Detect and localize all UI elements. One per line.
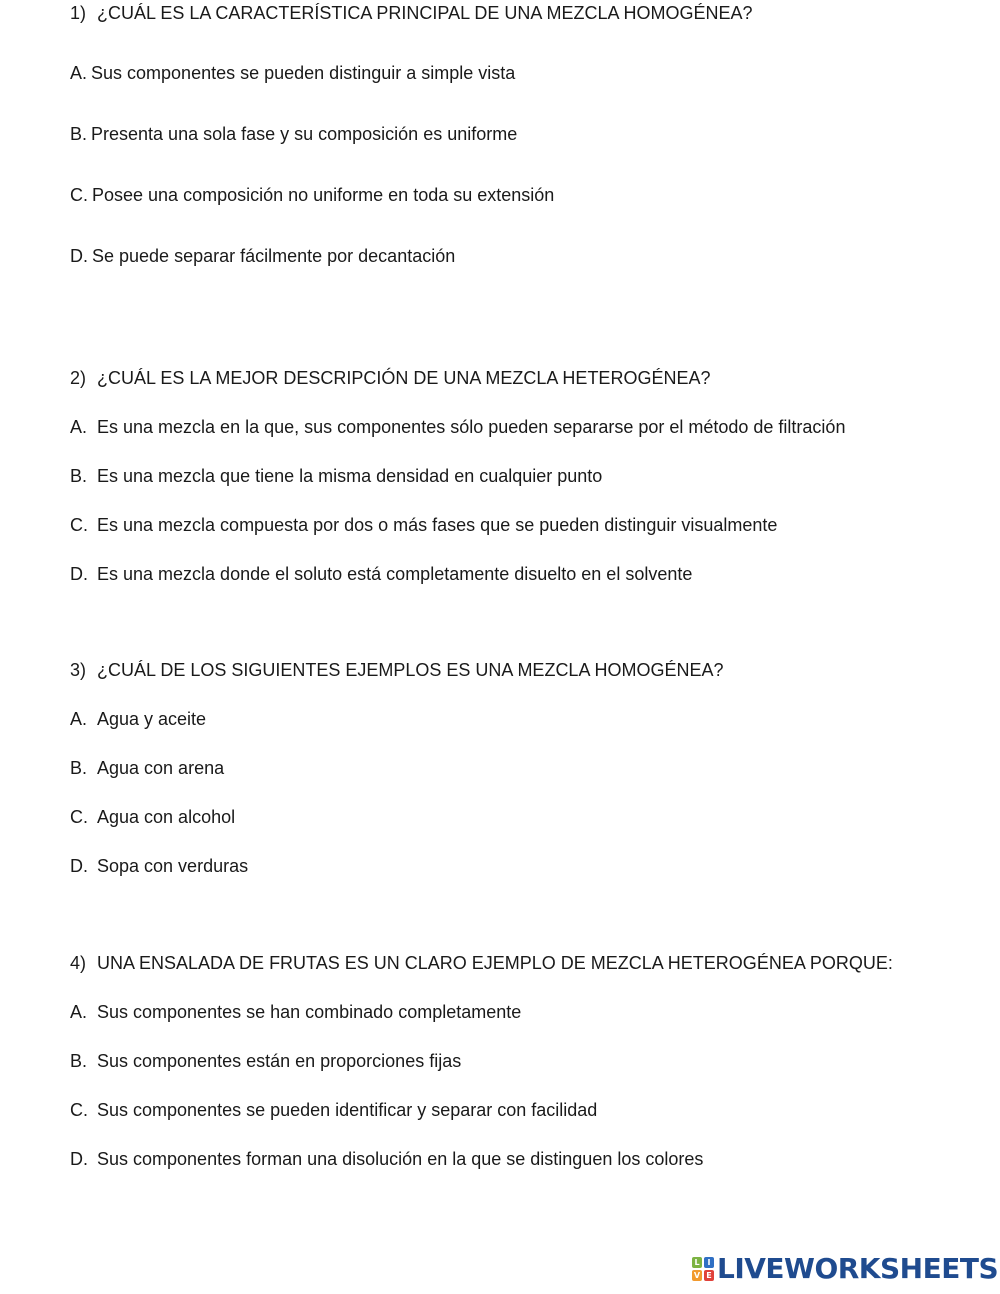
option-text: Agua y aceite [97, 709, 207, 729]
option-text: Sus componentes forman una disolución en la que se distinguen los colores [97, 1149, 704, 1169]
option-letter: D. [70, 1149, 88, 1169]
option-letter: B. [70, 758, 88, 778]
option-letter: A. [70, 1002, 88, 1022]
option-text: Sopa con verduras [97, 856, 249, 876]
option-text: Es una mezcla donde el soluto está completamente disuelto en el solvente [97, 564, 693, 584]
liveworksheets-logo-text: LIVEWORKSHEETS [717, 1252, 999, 1285]
option-letter: D. [70, 564, 88, 584]
question-4-option-a[interactable] [70, 1001, 521, 1023]
option-letter: C. [70, 807, 88, 827]
option-text: Sus componentes están en proporciones fijas [97, 1051, 462, 1071]
option-letter: C. [70, 185, 88, 205]
logo-mark-cell: L [692, 1257, 702, 1268]
question-4-number: 4) [70, 953, 87, 973]
option-text: Posee una composición no uniforme en toda su extensión [92, 185, 555, 205]
option-letter: A. [70, 63, 88, 83]
option-letter: D. [70, 856, 88, 876]
question-2-title [70, 367, 710, 389]
option-text: Presenta una sola fase y su composición es uniforme [91, 124, 518, 144]
question-4-option-d[interactable] [70, 1148, 703, 1170]
question-3-title [70, 659, 723, 681]
option-text: Se puede separar fácilmente por decantación [92, 246, 456, 266]
question-3-option-d[interactable] [70, 855, 248, 877]
option-text: Es una mezcla compuesta por dos o más fases que se pueden distinguir visualmente [97, 515, 778, 535]
option-letter: A. [70, 417, 88, 437]
logo-mark-cell: E [704, 1270, 714, 1281]
question-1-option-a[interactable] [70, 62, 515, 84]
question-3-option-a[interactable] [70, 708, 206, 730]
option-letter: B. [70, 1051, 88, 1071]
question-3-option-c[interactable] [70, 806, 235, 828]
question-3-number: 3) [70, 660, 87, 680]
option-text: Sus componentes se han combinado completamente [97, 1002, 522, 1022]
question-1-text: ¿CUÁL ES LA CARACTERÍSTICA PRINCIPAL DE UNA MEZCLA HOMOGÉNEA? [97, 3, 753, 23]
option-text: Es una mezcla que tiene la misma densidad en cualquier punto [97, 466, 603, 486]
question-3-text: ¿CUÁL DE LOS SIGUIENTES EJEMPLOS ES UNA MEZCLA HOMOGÉNEA? [97, 660, 724, 680]
option-letter: B. [70, 466, 88, 486]
question-1-number: 1) [70, 3, 87, 23]
option-letter: C. [70, 515, 88, 535]
logo-mark-cell: V [693, 1271, 701, 1280]
option-text: Sus componentes se pueden identificar y separar con facilidad [97, 1100, 598, 1120]
logo-mark-cell: I [704, 1257, 714, 1268]
question-4-text: UNA ENSALADA DE FRUTAS ES UN CLARO EJEMPLO DE MEZCLA HETEROGÉNEA PORQUE: [97, 953, 893, 973]
liveworksheets-logo[interactable] [692, 1252, 999, 1285]
option-letter: A. [70, 709, 88, 729]
question-4-option-c[interactable] [70, 1099, 597, 1121]
question-2-option-d[interactable] [70, 563, 692, 585]
question-3-option-b[interactable] [70, 757, 224, 779]
option-text: Sus componentes se pueden distinguir a simple vista [91, 63, 516, 83]
question-2-number: 2) [70, 368, 87, 388]
option-text: Agua con alcohol [97, 807, 236, 827]
option-letter: C. [70, 1100, 88, 1120]
question-2-option-a[interactable] [70, 416, 845, 438]
liveworksheets-logo-mark-icon [692, 1257, 714, 1281]
question-2-option-c[interactable] [70, 514, 777, 536]
option-text: Agua con arena [97, 758, 225, 778]
question-2-option-b[interactable] [70, 465, 602, 487]
question-4-title [70, 952, 893, 974]
question-1-option-d[interactable] [70, 245, 455, 267]
option-letter: D. [70, 246, 88, 266]
question-2-text: ¿CUÁL ES LA MEJOR DESCRIPCIÓN DE UNA MEZCLA HETEROGÉNEA? [97, 368, 711, 388]
option-letter: B. [70, 124, 88, 144]
question-1-option-b[interactable] [70, 123, 517, 145]
question-4-option-b[interactable] [70, 1050, 461, 1072]
question-1-option-c[interactable] [70, 184, 554, 206]
question-1-title [70, 2, 753, 24]
option-text: Es una mezcla en la que, sus componentes sólo pueden separarse por el método de filtración [97, 417, 846, 437]
